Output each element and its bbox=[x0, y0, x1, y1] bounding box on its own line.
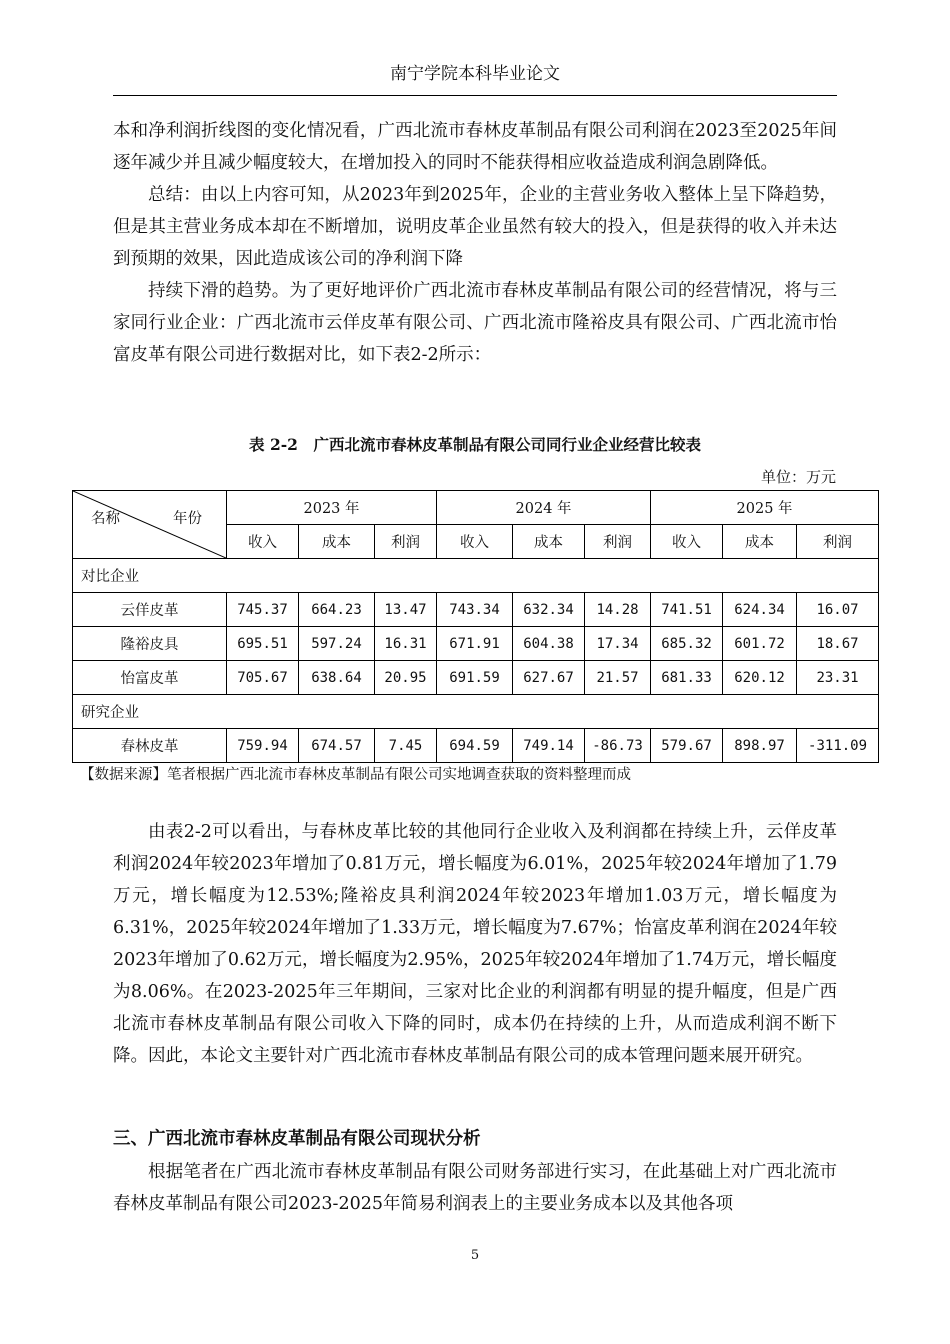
table-group-row bbox=[73, 695, 879, 729]
table-cell: 627.67 bbox=[513, 661, 585, 695]
table-row bbox=[73, 627, 879, 661]
group-label-compare: 对比企业 bbox=[73, 559, 879, 593]
paragraph-summary: 总结：由以上内容可知，从2023年到2025年，企业的主营业务收入整体上呈下降趋势，但是其主营业务成本却在不断增加，说明皮革企业虽然有较大的投入，但是获得的收入并未达到预期的效果，因此造成该公司的净利润下降 bbox=[113, 185, 837, 269]
table-cell: 14.28 bbox=[585, 593, 651, 627]
table-cell: 21.57 bbox=[585, 661, 651, 695]
metric-header: 收入 bbox=[227, 525, 299, 559]
corner-label-name: 名称 bbox=[91, 511, 120, 527]
table-cell: -86.73 bbox=[585, 729, 651, 763]
table-header-row-years bbox=[73, 491, 879, 525]
paragraph-comparison-intro: 持续下滑的趋势。为了更好地评价广西北流市春林皮革制品有限公司的经营情况，将与三家同行业企业：广西北流市云佯皮革有限公司、广西北流市隆裕皮具有限公司、广西北流市怡富皮革有限公司进行数据对比，如下表2-2所示： bbox=[113, 281, 837, 365]
table-cell: 597.24 bbox=[299, 627, 375, 661]
group-label-research: 研究企业 bbox=[73, 695, 879, 729]
table-cell: 632.34 bbox=[513, 593, 585, 627]
intro-paragraphs bbox=[113, 115, 837, 371]
table-cell: 17.34 bbox=[585, 627, 651, 661]
running-header: 南宁学院本科毕业论文 bbox=[390, 64, 560, 84]
table-cell: 16.31 bbox=[375, 627, 437, 661]
metric-header: 成本 bbox=[723, 525, 797, 559]
table-cell: 685.32 bbox=[651, 627, 723, 661]
table-cell: 664.23 bbox=[299, 593, 375, 627]
paragraph-analysis: 由表2-2可以看出，与春林皮革比较的其他同行企业收入及利润都在持续上升，云佯皮革利润2024年较2023年增加了0.81万元，增长幅度为6.01%，2025年较2024年增加了1.79万元，增长幅度为12.53%;隆裕皮具利润2024年较2023年增加1.03万元，增长幅度为6.31%，2025年较2024年增加了1.33万元，增长幅度为7.67%；怡富皮革利润在2024年较2023年增加了0.62万元，增长幅度为2.95%，2025年较2024年增加了1.74万元，增长幅度为8.06%。在2023-2025年三年期间，三家对比企业的利润都有明显的提升幅度，但是广西北流市春林皮革制品有限公司收入下降的同时，成本仍在持续的上升，从而造成利润不断下降。因此，本论文主要针对广西北流市春林皮革制品有限公司的成本管理问题来展开研究。 bbox=[113, 822, 837, 1066]
company-name: 怡富皮革 bbox=[73, 661, 227, 695]
company-name: 隆裕皮具 bbox=[73, 627, 227, 661]
comparison-table bbox=[72, 490, 879, 763]
metric-header: 成本 bbox=[513, 525, 585, 559]
metric-header: 成本 bbox=[299, 525, 375, 559]
table-cell: 7.45 bbox=[375, 729, 437, 763]
table-cell: 18.67 bbox=[797, 627, 879, 661]
table-cell: 620.12 bbox=[723, 661, 797, 695]
table-cell: 23.31 bbox=[797, 661, 879, 695]
table-cell: -311.09 bbox=[797, 729, 879, 763]
section-heading: 三、广西北流市春林皮革制品有限公司现状分析 bbox=[113, 1129, 481, 1149]
table-unit: 单位：万元 bbox=[760, 468, 836, 486]
table-cell: 579.67 bbox=[651, 729, 723, 763]
table-cell: 681.33 bbox=[651, 661, 723, 695]
table-cell: 898.97 bbox=[723, 729, 797, 763]
paragraph-section-intro: 根据笔者在广西北流市春林皮革制品有限公司财务部进行实习，在此基础上对广西北流市春林皮革制品有限公司2023-2025年简易利润表上的主要业务成本以及其他各项 bbox=[113, 1162, 837, 1214]
metric-header: 收入 bbox=[437, 525, 513, 559]
table-cell: 759.94 bbox=[227, 729, 299, 763]
table-caption: 表 2-2 广西北流市春林皮革制品有限公司同行业企业经营比较表 bbox=[249, 435, 701, 454]
corner-label-year: 年份 bbox=[173, 511, 202, 527]
table-cell: 13.47 bbox=[375, 593, 437, 627]
year-header: 2024 年 bbox=[437, 491, 651, 525]
table-source-note: 【数据来源】笔者根据广西北流市春林皮革制品有限公司实地调查获取的资料整理而成 bbox=[80, 767, 631, 783]
table-cell: 16.07 bbox=[797, 593, 879, 627]
year-header: 2025 年 bbox=[651, 491, 879, 525]
table-cell: 674.57 bbox=[299, 729, 375, 763]
table-cell: 691.59 bbox=[437, 661, 513, 695]
table-cell: 694.59 bbox=[437, 729, 513, 763]
table-cell: 705.67 bbox=[227, 661, 299, 695]
table-cell: 671.91 bbox=[437, 627, 513, 661]
metric-header: 利润 bbox=[375, 525, 437, 559]
table-row bbox=[73, 593, 879, 627]
table-cell: 743.34 bbox=[437, 593, 513, 627]
header-rule bbox=[113, 95, 837, 96]
metric-header: 收入 bbox=[651, 525, 723, 559]
analysis-paragraph-block bbox=[113, 816, 837, 1072]
table-row bbox=[73, 729, 879, 763]
table-cell: 638.64 bbox=[299, 661, 375, 695]
table-row bbox=[73, 661, 879, 695]
metric-header: 利润 bbox=[797, 525, 879, 559]
table-cell: 624.34 bbox=[723, 593, 797, 627]
page-number: 5 bbox=[470, 1248, 480, 1263]
metric-header: 利润 bbox=[585, 525, 651, 559]
table-corner-cell bbox=[73, 491, 227, 559]
table-cell: 20.95 bbox=[375, 661, 437, 695]
table-cell: 604.38 bbox=[513, 627, 585, 661]
section-paragraph-block bbox=[113, 1156, 837, 1220]
table-cell: 745.37 bbox=[227, 593, 299, 627]
paragraph-continuation: 本和净利润折线图的变化情况看，广西北流市春林皮革制品有限公司利润在2023至2025年间逐年减少并且减少幅度较大，在增加投入的同时不能获得相应收益造成利润急剧降低。 bbox=[113, 121, 837, 173]
company-name: 春林皮革 bbox=[73, 729, 227, 763]
table-cell: 741.51 bbox=[651, 593, 723, 627]
table-cell: 749.14 bbox=[513, 729, 585, 763]
table-group-row bbox=[73, 559, 879, 593]
table-cell: 695.51 bbox=[227, 627, 299, 661]
year-header: 2023 年 bbox=[227, 491, 437, 525]
company-name: 云佯皮革 bbox=[73, 593, 227, 627]
table-cell: 601.72 bbox=[723, 627, 797, 661]
